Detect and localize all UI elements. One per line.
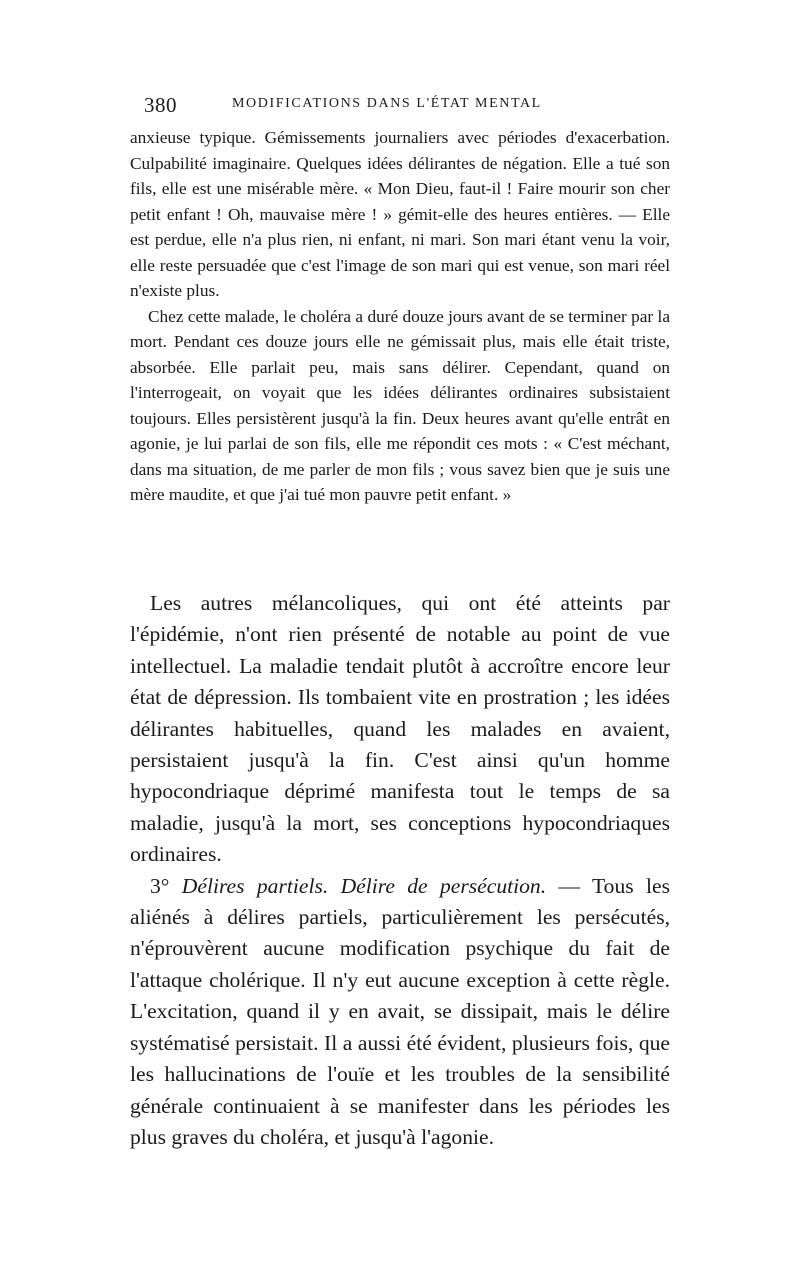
case-paragraph-2: Chez cette malade, le choléra a duré douze jours avant de se terminer par la mort. Pendant ces douze jours elle ne gémissait plus, mais elle était triste, absorbée. Elle parlait peu, mais sans délirer. Cependant, quand on l'interrogeait, on voyait que les idées délirantes ordinaires subsistaient toujours. Elles persistèrent jusqu'à la fin. Deux heures avant qu'elle entrât en agonie, je lui parlai de son fils, elle me répondit ces mots : « C'est méchant, dans ma situation, de me parler de mon fils ; vous savez bien que je suis une mère maudite, et que j'ai tué mon pauvre petit enfant. »	[130, 306, 670, 504]
main-paragraph-2	[130, 871, 670, 1154]
main-paragraph-1: Les autres mélancoliques, qui ont été atteints par l'épidémie, n'ont rien présenté de notable au point de vue intellectuel. La maladie tendait plutôt à accroître encore leur état de dépression. Ils tombaient vite en prostration ; les idées délirantes habituelles, quand les malades en avaient, persistaient jusqu'à la fin. C'est ainsi qu'un homme hypocondriaque déprimé manifesta tout le temps de sa maladie, jusqu'à la mort, ses conceptions hypocondriaques ordinaires.	[130, 591, 670, 867]
running-title: MODIFICATIONS DANS L'ÉTAT MENTAL	[232, 96, 542, 111]
section-number: 3°	[150, 873, 170, 898]
page-number: 380	[144, 93, 177, 117]
page-header	[130, 93, 670, 117]
case-paragraph-1: anxieuse typique. Gémissements journaliers avec périodes d'exacerbation. Culpabilité imaginaire. Quelques idées délirantes de négation. Elle a tué son fils, elle est une misérable mère. « Mon Dieu, faut-il ! Faire mourir son cher petit enfant ! Oh, mauvaise mère ! » gémit-elle des heures entières. — Elle est perdue, elle n'a plus rien, ni enfant, ni mari. Son mari étant venu la voir, elle reste persuadée que c'est l'image de son mari qui est venue, son mari réel n'existe plus.	[130, 128, 670, 300]
case-report-block	[130, 125, 670, 508]
section-title: Délires partiels. Délire de persécution.	[181, 873, 547, 898]
section-body: — Tous les aliénés à délires partiels, particulièrement les persécutés, n'éprouvèrent aucune modification psychique du fait de l'attaque cholérique. Il n'y eut aucune exception à cette règle. L'excitation, quand il y en avait, se dissipait, mais le délire systématisé persistait. Il a aussi été évident, plusieurs fois, que les hallucinations de l'ouïe et les troubles de la sensibilité générale continuaient à se manifester dans les périodes les plus graves du choléra, et jusqu'à l'agonie.	[130, 873, 670, 1149]
main-text-block	[130, 588, 670, 1153]
